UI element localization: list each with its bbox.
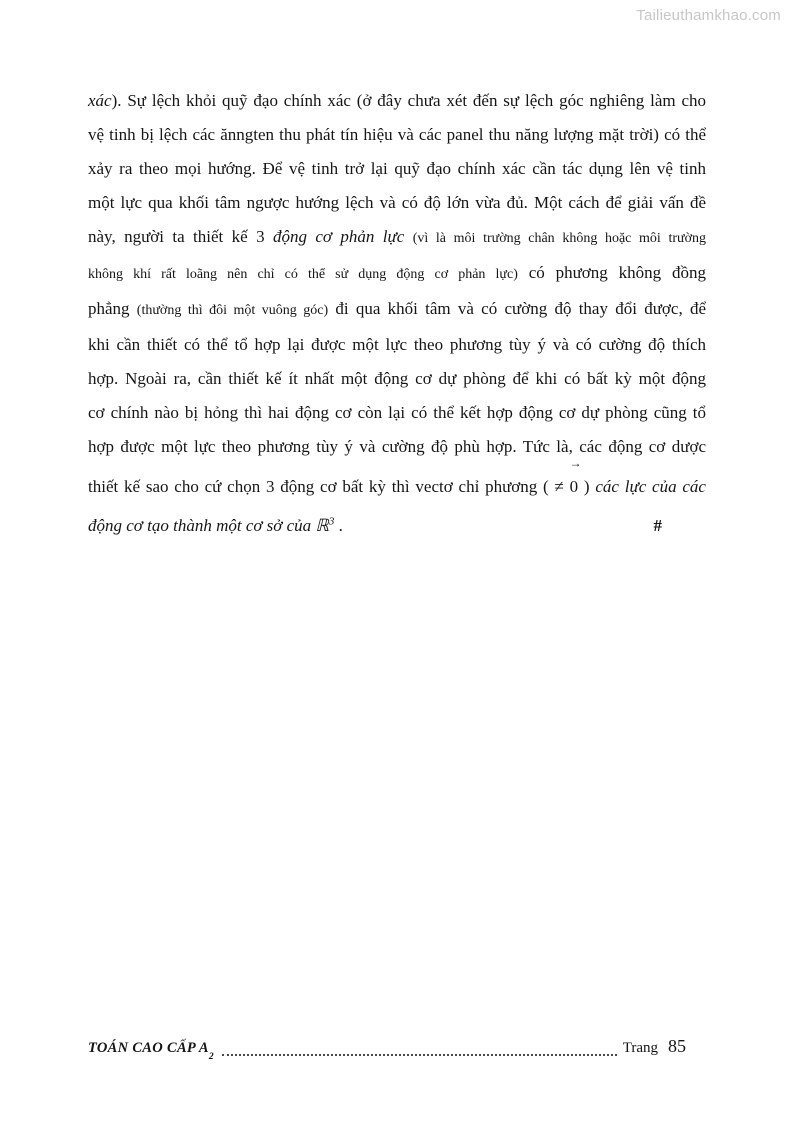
paragraph-line	[88, 328, 706, 362]
footer-page-label: Trang	[622, 1040, 658, 1056]
footer	[88, 1036, 686, 1062]
text-segment: đi qua khối tâm và có cường độ thay đổi được, để	[328, 299, 706, 318]
text-segment: 0	[569, 477, 579, 496]
zero-vector-symbol	[569, 456, 582, 504]
text-segment: hợp. Ngoài ra, cần thiết kế ít nhất một động cơ dự phòng để khi có bất kỳ một động	[88, 369, 706, 388]
footer-page-number: 85	[668, 1036, 686, 1056]
footer-book-title-subscript: 2	[208, 1052, 214, 1062]
paragraph-line	[88, 220, 706, 256]
text-segment: không khí rất loãng nên chỉ có thể sử dụng động cơ phản lực)	[88, 267, 518, 282]
text-segment: một lực qua khối tâm ngược hướng lệch và có độ lớn vừa đủ. Một cách để giải vấn đề	[88, 193, 706, 212]
text-segment: 3	[328, 515, 335, 528]
paragraph-line	[88, 396, 706, 430]
paragraph-line	[88, 430, 706, 464]
text-segment: thiết kế sao cho cứ chọn 3 động cơ bất kỳ thì vectơ chỉ phương ( ≠	[88, 477, 570, 496]
paragraph-line	[88, 256, 706, 292]
paragraph-line	[88, 152, 706, 186]
text-segment: cơ chính nào bị hỏng thì hai động cơ còn lại có thể kết hợp động cơ dự phòng cũng tổ	[88, 403, 706, 422]
text-segment: các lực của các	[595, 477, 706, 496]
text-segment: .	[334, 516, 343, 535]
text-segment: hợp được một lực theo phương tùy ý và cường độ phù hợp. Tức là, các động cơ dược	[88, 437, 706, 456]
text-segment: khi cần thiết có thể tổ hợp lại được một lực theo phương tùy ý và có cường độ thích	[88, 335, 706, 354]
paragraph-line	[88, 456, 706, 504]
text-segment: xảy ra theo mọi hướng. Để vệ tinh trở lại quỹ đạo chính xác cần tác dụng lên vệ tinh	[88, 159, 706, 178]
text-segment: vệ tinh bị lệch các ănngten thu phát tín hiệu và các panel thu năng lượng mặt trời) có thể	[88, 125, 706, 144]
vector-arrow-icon: →	[569, 456, 582, 470]
text-segment: )	[578, 477, 596, 496]
text-segment: (thường thì đôi một vuông góc)	[136, 303, 329, 318]
text-segment: động cơ tạo thành một cơ sở của	[88, 516, 316, 535]
text-segment: này, người ta thiết kế 3	[88, 227, 273, 246]
paragraph-line	[88, 186, 706, 220]
footer-dotted-leader	[222, 1054, 617, 1056]
footer-book-title: TOÁN CAO CẤP $A_2$	[88, 1040, 214, 1062]
paragraph-line	[88, 509, 706, 543]
text-segment: phẳng	[88, 299, 137, 318]
site-watermark: Tailieuthamkhao.com	[636, 7, 781, 24]
paragraph-line	[88, 362, 706, 396]
paragraph-line	[88, 84, 706, 118]
text-segment: ). Sự lệch khỏi quỹ đạo chính xác (ở đây chưa xét đến sự lệch góc nghiêng làm cho	[111, 91, 706, 110]
paragraph-line	[88, 118, 706, 152]
paragraph-end-mark: #	[653, 516, 662, 535]
paragraph	[88, 84, 706, 543]
text-segment: có phương không đồng	[517, 263, 706, 282]
text-segment	[404, 227, 412, 246]
text-segment: ℝ	[315, 516, 329, 535]
paragraph-line	[88, 292, 706, 328]
text-segment: (vì là môi trường chân không hoặc môi trường	[412, 231, 706, 246]
text-segment: xác	[88, 91, 112, 110]
text-segment: động cơ phản lực	[273, 227, 405, 246]
